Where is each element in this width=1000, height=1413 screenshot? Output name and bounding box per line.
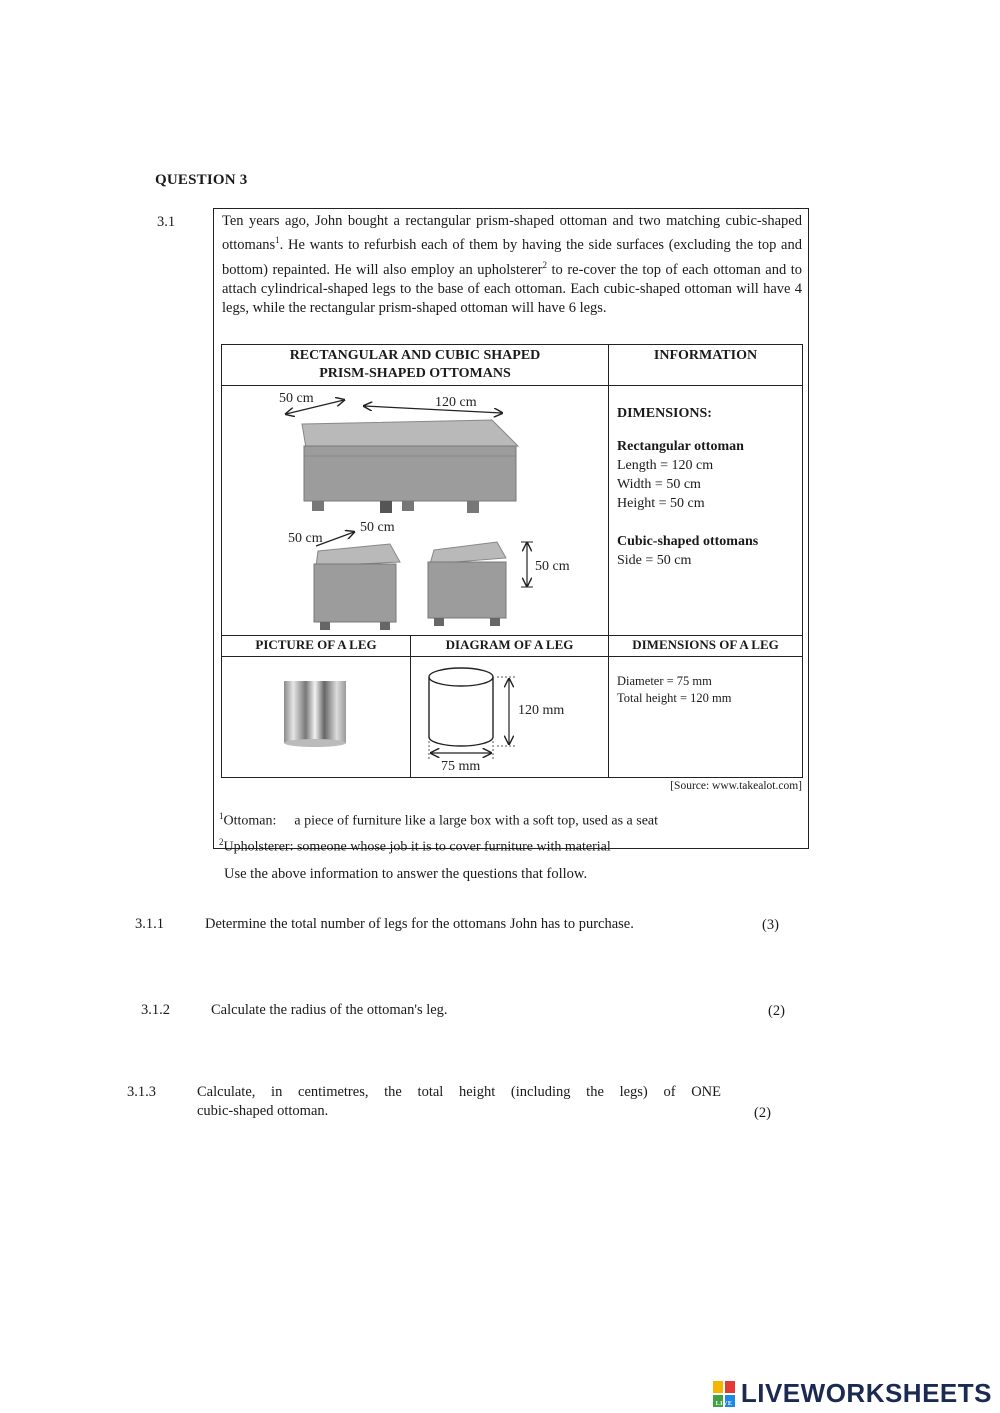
subq-1-marks: (3) bbox=[762, 917, 779, 933]
footnote-2 bbox=[219, 832, 658, 858]
footnote-1-text: a piece of furniture like a large box with a soft top, used as a seat bbox=[294, 813, 659, 829]
footnote-1-term: Ottoman: bbox=[223, 813, 277, 829]
liveworksheets-logo-icon bbox=[713, 1381, 735, 1407]
footnote-1-marker: 1 bbox=[219, 811, 224, 821]
subq-2-text: Calculate the radius of the ottoman's leg. bbox=[211, 1002, 448, 1018]
header-information-label: INFORMATION bbox=[653, 348, 758, 363]
rectangular-ottoman-drawing bbox=[302, 420, 518, 513]
leg-header-diagram: DIAGRAM OF A LEG bbox=[411, 636, 609, 657]
brand-footer bbox=[713, 1378, 992, 1409]
subq-2-marks: (2) bbox=[768, 1003, 785, 1019]
footnote-2-text: someone whose job it is to cover furniture with material bbox=[296, 839, 611, 855]
dimensions-info-cell bbox=[609, 386, 803, 636]
rect-height: Height = 50 cm bbox=[617, 496, 705, 511]
ottoman-picture-cell bbox=[222, 386, 609, 636]
header-information bbox=[609, 345, 803, 386]
intro-text-2: . He wants to refurbish each of them by having the side surfaces (excluding the top and bottom) repainted. He will also employ an upholsterer bbox=[222, 237, 802, 278]
rect-width-label: 50 cm bbox=[279, 391, 314, 406]
subq-2-number: 3.1.2 bbox=[141, 1002, 170, 1018]
leg-header-picture: PICTURE OF A LEG bbox=[222, 636, 411, 657]
leg-dimensions-cell bbox=[609, 657, 803, 778]
cube-side-a-label: 50 cm bbox=[288, 531, 323, 546]
subq-1-number: 3.1.1 bbox=[135, 916, 164, 932]
source-credit: [Source: www.takealot.com] bbox=[670, 780, 802, 792]
rect-width: Width = 50 cm bbox=[617, 477, 701, 492]
leg-total-height: Total height = 120 mm bbox=[617, 691, 732, 705]
footnote-2-term: Upholsterer: bbox=[223, 839, 294, 855]
intro-text-3: to re-cover the top of each ottoman and to attach cylindrical-shaped legs to the base of each ottoman. Each cubic-shaped ottoman will have 4 legs, while the rectangular prism-shaped ottoman will have 6 legs. bbox=[222, 261, 803, 317]
dimensions-title: DIMENSIONS: bbox=[617, 406, 712, 421]
cube-side: Side = 50 cm bbox=[617, 553, 692, 568]
logo-text: LIVE bbox=[715, 1400, 733, 1407]
leg-picture-cell bbox=[222, 657, 411, 778]
ottoman-illustration bbox=[222, 386, 607, 634]
rect-ottoman-title: Rectangular ottoman bbox=[617, 439, 744, 454]
footnote-1 bbox=[219, 806, 658, 832]
rect-length: Length = 120 cm bbox=[617, 458, 714, 473]
instruction-text: Use the above information to answer the questions that follow. bbox=[224, 866, 588, 882]
cube-ottoman-title: Cubic-shaped ottomans bbox=[617, 534, 759, 549]
footnotes bbox=[219, 806, 658, 857]
intro-paragraph bbox=[222, 212, 802, 319]
cube-height-label: 50 cm bbox=[535, 559, 570, 574]
subq-3-marks: (2) bbox=[754, 1105, 771, 1121]
footnote-ref-2: 2 bbox=[542, 259, 547, 270]
brand-name: LIVEWORKSHEETS bbox=[740, 1378, 992, 1408]
cube-ottoman-right-drawing bbox=[428, 542, 506, 626]
subq-3-number: 3.1.3 bbox=[127, 1084, 156, 1100]
cube-side-b-label: 50 cm bbox=[360, 520, 395, 535]
cube-ottoman-left-drawing bbox=[314, 544, 400, 630]
header-ottomans-label: RECTANGULAR AND CUBIC SHAPED PRISM-SHAPED OTTOMANS bbox=[289, 348, 541, 381]
leg-diagram-cell bbox=[411, 657, 609, 778]
leg-picture bbox=[222, 657, 409, 775]
leg-height-label: 120 mm bbox=[518, 703, 565, 718]
rect-length-label: 120 cm bbox=[435, 395, 477, 410]
info-table bbox=[221, 344, 803, 778]
subq-3-text-line1: Calculate, in centimetres, the total height (including the legs) of ONE bbox=[197, 1084, 721, 1100]
leg-diameter: Diameter = 75 mm bbox=[617, 674, 712, 688]
question-number: 3.1 bbox=[157, 214, 176, 230]
footnote-ref-1: 1 bbox=[275, 235, 280, 246]
question-heading: QUESTION 3 bbox=[155, 172, 248, 188]
footnote-2-marker: 2 bbox=[219, 836, 224, 847]
subq-1-text: Determine the total number of legs for the ottomans John has to purchase. bbox=[205, 916, 634, 932]
intro-text-1: Ten years ago, John bought a rectangular prism-shaped ottoman and two matching cubic-shaped ottomans bbox=[222, 213, 802, 254]
leg-diagram bbox=[411, 657, 607, 775]
leg-header-dimensions: DIMENSIONS OF A LEG bbox=[609, 636, 803, 657]
header-ottomans bbox=[222, 345, 609, 386]
leg-diameter-label: 75 mm bbox=[441, 759, 481, 774]
subq-3-text-line2: cubic-shaped ottoman. bbox=[197, 1103, 329, 1119]
